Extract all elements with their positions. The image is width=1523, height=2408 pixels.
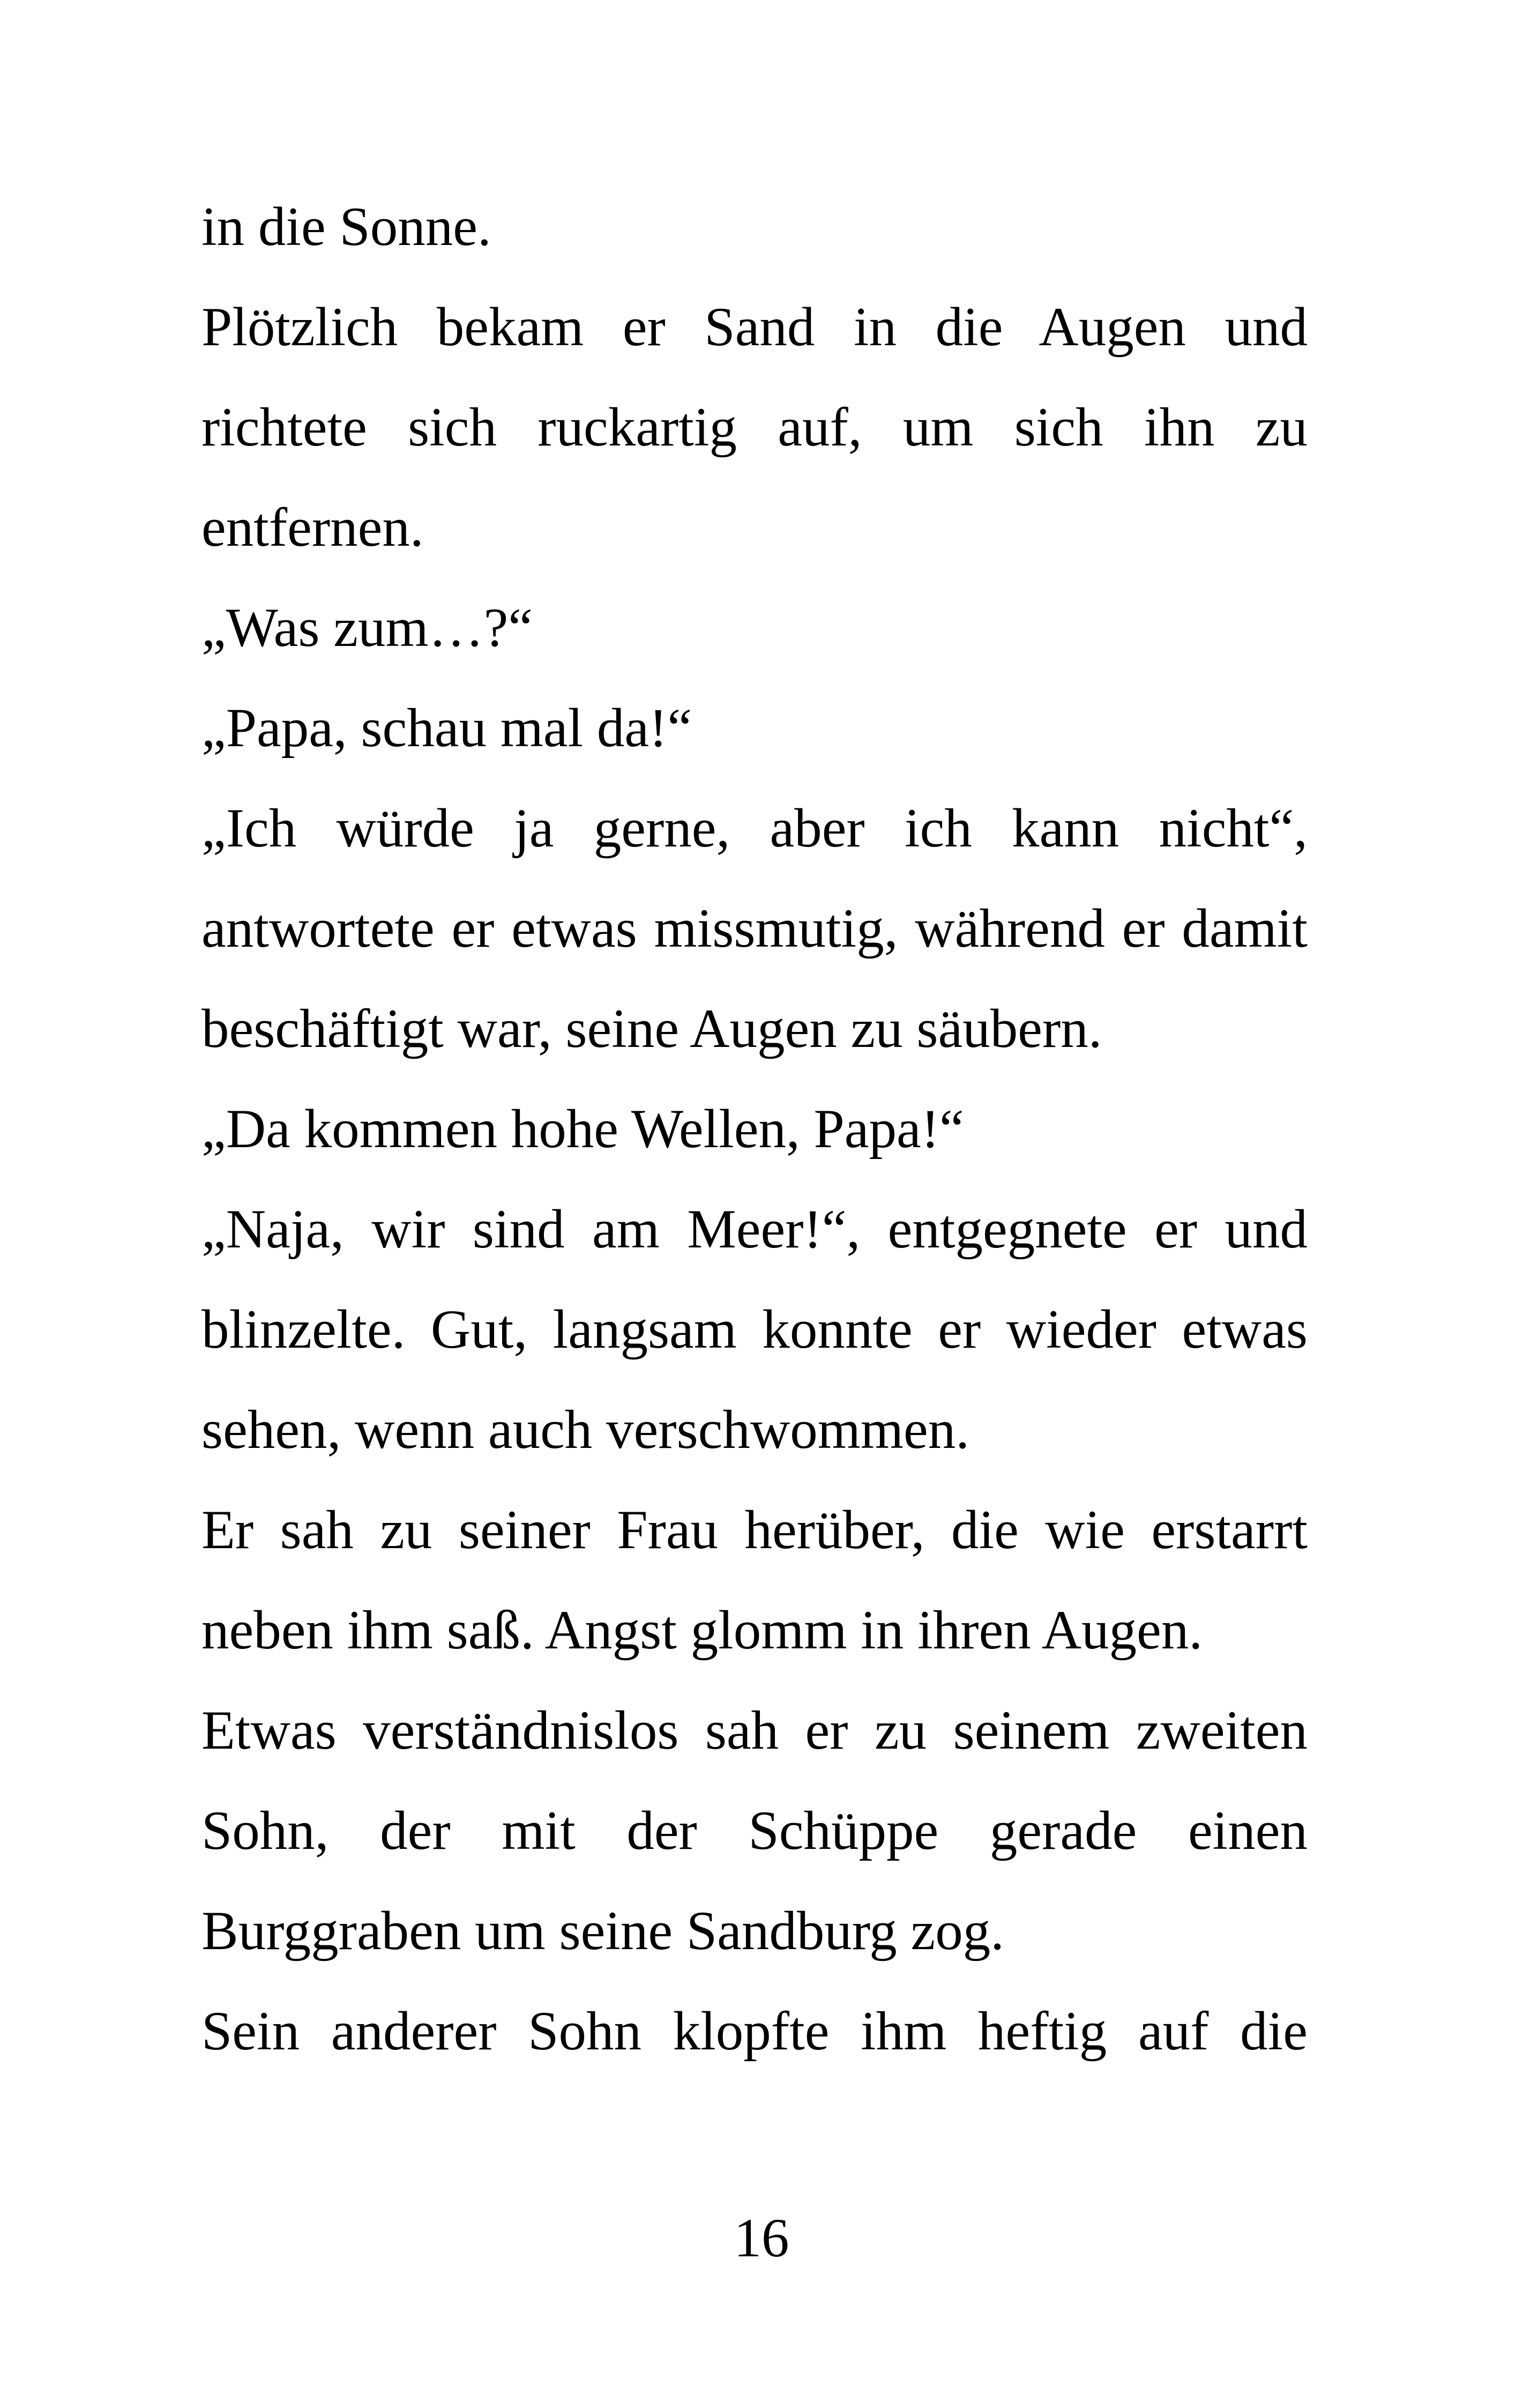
paragraph: „Ich würde ja gerne, aber ich kann nicht“, antwortete er etwas missmutig, während er damit beschäftigt war, seine Augen zu säubern. [201, 798, 1308, 1059]
paragraph: „Papa, schau mal da!“ [201, 697, 692, 759]
paragraph: „Naja, wir sind am Meer!“, entgegnete er und blinzelte. Gut, langsam konnte er wieder etwas sehen, wenn auch verschwommen. [201, 1199, 1308, 1460]
paragraph: in die Sonne. [201, 196, 491, 257]
paragraph: Sein anderer Sohn klopfte ihm heftig auf die [201, 2001, 1308, 2062]
paragraph: „Da kommen hohe Wellen, Papa!“ [201, 1098, 964, 1160]
paragraph: Etwas verständnislos sah er zu seinem zweiten Sohn, der mit der Schüppe gerade einen Burggraben um seine Sandburg zog. [201, 1700, 1308, 1961]
paragraph: Plötzlich bekam er Sand in die Augen und richtete sich ruckartig auf, um sich ihn zu entfernen. [201, 296, 1308, 558]
page-number: 16 [734, 2208, 789, 2269]
paragraph: „Was zum…?“ [201, 597, 533, 658]
page-body-text [201, 177, 1308, 2082]
paragraph: Er sah zu seiner Frau herüber, die wie erstarrt neben ihm saß. Angst glomm in ihren Augen. [201, 1499, 1308, 1661]
